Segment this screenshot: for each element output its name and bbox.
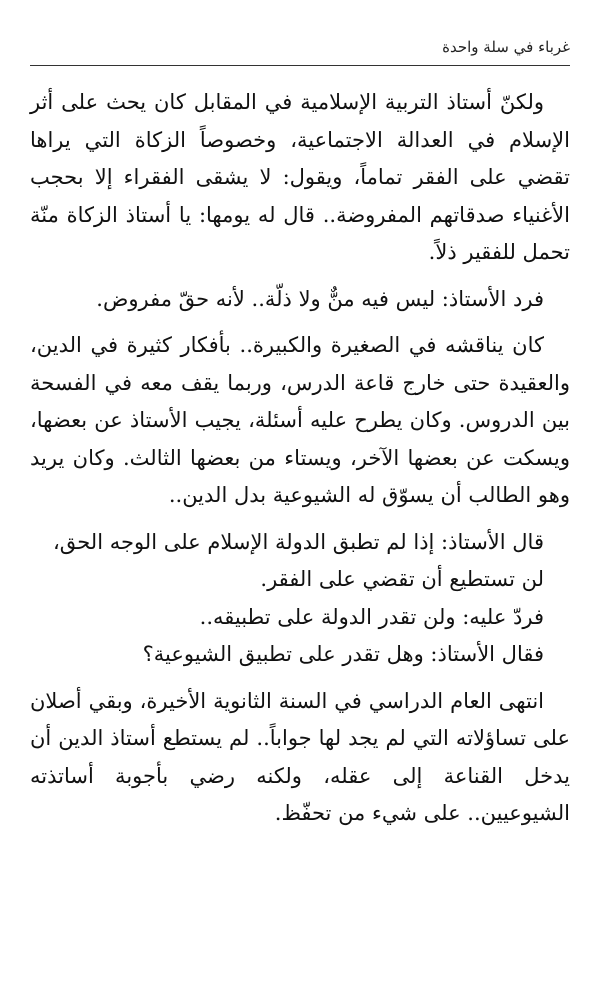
paragraph-2: فرد الأستاذ: ليس فيه منٌّ ولا ذلّة.. لأنه حقّ مفروض. xyxy=(96,286,544,311)
dialogue-line-4: فقال الأستاذ: وهل تقدر على تطبيق الشيوعية؟ xyxy=(142,642,544,666)
paragraph-1: ولكنّ أستاذ التربية الإسلامية في المقابل كان يحث على أثر الإسلام في العدالة الاجتماعية، وخصوصاً الزكاة التي يراها تقضي على الفقر تماماً، ويقول: لا يشقى الفقراء إلا بحجب الأغنياء صدقاتهم المفروضة.. قال له يومها: يا أستاذ الزكاة منّة تحمل للفقير ذلاً. xyxy=(30,90,570,264)
closing-paragraph: انتهى العام الدراسي في السنة الثانوية الأخيرة، وبقي أصلان على تساؤلاته التي لم يجد لها جواباً.. لم يستطع أستاذ الدين أن يدخل القناعة إلى عقله، ولكنه رضي بأجوبة أساتذته الشيوعيين.. على شيء من تحفّظ. xyxy=(30,688,570,825)
header-rule xyxy=(30,65,570,66)
dialogue-line-3: فردّ عليه: ولن تقدر الدولة على تطبيقه.. xyxy=(199,604,544,629)
body-text xyxy=(30,84,570,833)
running-title: غرباء في سلة واحدة xyxy=(442,38,570,56)
dialogue-line-2: لن تستطيع أن تقضي على الفقر. xyxy=(260,567,544,591)
running-header xyxy=(0,34,600,66)
paragraph-3: كان يناقشه في الصغيرة والكبيرة.. بأفكار كثيرة في الدين، والعقيدة حتى خارج قاعة الدرس، وربما يقف معه في الفسحة بين الدروس. وكان يطرح عليه أسئلة، يجيب الأستاذ عن بعضها، ويسكت عن بعضها الآخر، ويستاء من بعضها الثالث. وكان يريد وهو الطالب أن يسوّق له الشيوعية بدل الدين.. xyxy=(30,333,570,507)
dialogue-line-1: قال الأستاذ: إذا لم تطبق الدولة الإسلام على الوجه الحق، xyxy=(52,529,544,554)
dialogue-block xyxy=(30,524,570,674)
